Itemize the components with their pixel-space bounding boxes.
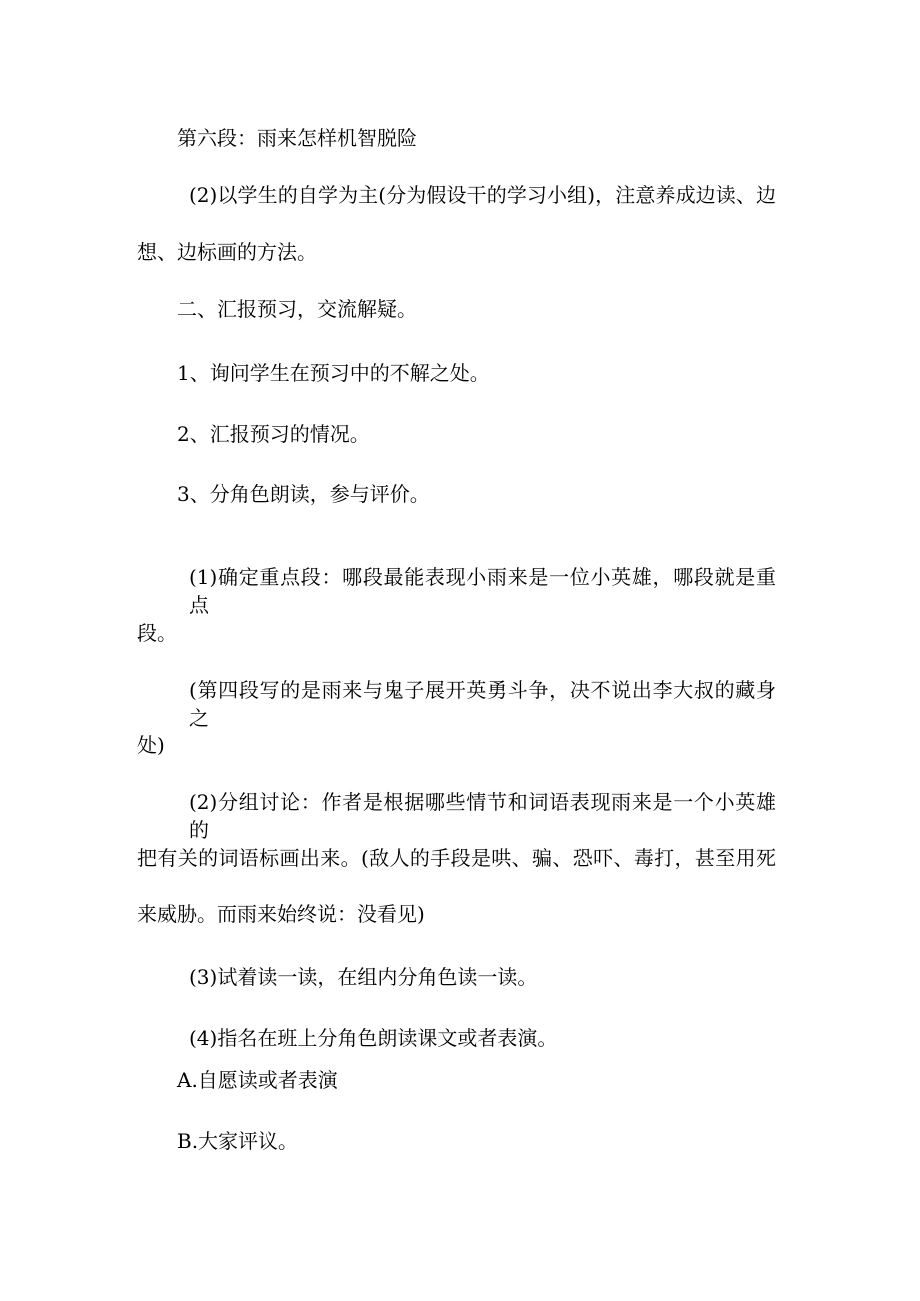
paragraph-line: 想、边标画的方法。: [137, 240, 317, 264]
section-heading: 二、汇报预习，交流解疑。: [177, 297, 417, 321]
paragraph-line: (3)试着读一读，在组内分角色读一读。: [189, 965, 538, 989]
paragraph-line: 1、询问学生在预习中的不解之处。: [177, 361, 490, 385]
paragraph-line: (2)分组讨论：作者是根据哪些情节和词语表现雨来是一个小英雄的: [189, 790, 776, 842]
paragraph-line: 2、汇报预习的情况。: [177, 422, 370, 446]
paragraph-line: 3、分角色朗读，参与评价。: [177, 482, 430, 506]
paragraph-line: 段。: [137, 621, 177, 645]
paragraph-line: (第四段写的是雨来与鬼子展开英勇斗争，决不说出李大叔的藏身之: [189, 678, 776, 730]
paragraph-line: (2)以学生的自学为主(分为假设干的学习小组)，注意养成边读、边: [189, 183, 776, 207]
list-item: B.大家评议。: [177, 1129, 299, 1153]
paragraph-line: (1)确定重点段：哪段最能表现小雨来是一位小英雄，哪段就是重点: [189, 565, 776, 617]
list-item: A.自愿读或者表演: [177, 1068, 338, 1092]
paragraph-line: (4)指名在班上分角色朗读课文或者表演。: [189, 1026, 558, 1050]
paragraph-line: 第六段：雨来怎样机智脱险: [177, 126, 417, 150]
paragraph-line: 把有关的词语标画出来。(敌人的手段是哄、骗、恐吓、毒打，甚至用死: [137, 846, 776, 870]
paragraph-line: 处): [137, 733, 165, 757]
paragraph-line: 来威胁。而雨来始终说：没看见): [137, 902, 425, 926]
